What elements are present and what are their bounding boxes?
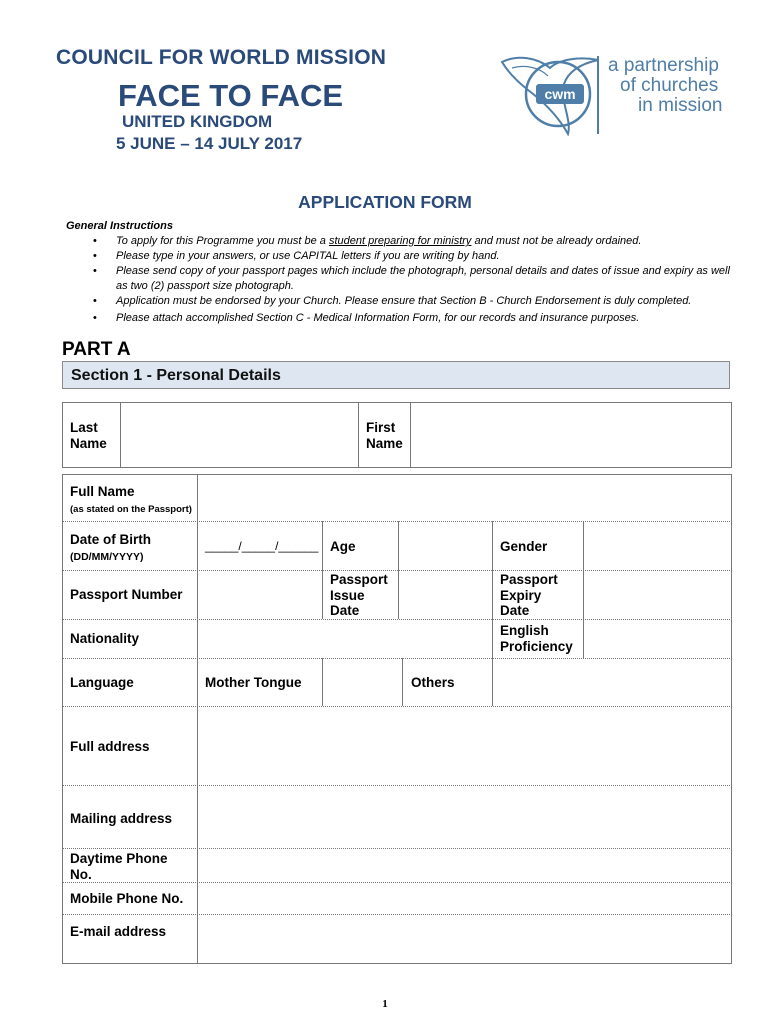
email-field[interactable] — [199, 916, 730, 962]
others-label: Others — [411, 675, 455, 690]
passport-issue-label: Passport Issue Date — [330, 572, 388, 618]
instruction-item: • To apply for this Programme you must be a student preparing for ministry and must not be already ordained. — [93, 235, 642, 247]
language-label: Language — [70, 675, 134, 690]
bullet-icon: • — [93, 265, 97, 277]
full-address-label: Full address — [70, 739, 150, 754]
instruction-item: • Application must be endorsed by your Church. Please ensure that Section B - Church Endorsement is duly completed. — [93, 295, 692, 307]
programme-title: FACE TO FACE — [118, 78, 344, 113]
age-label: Age — [330, 539, 356, 554]
section-title: Section 1 - Personal Details — [71, 367, 281, 384]
country: UNITED KINGDOM — [122, 112, 273, 131]
nationality-field[interactable] — [199, 621, 491, 657]
english-field[interactable] — [585, 621, 730, 657]
mailing-address-label: Mailing address — [70, 811, 173, 826]
passport-issue-field[interactable] — [400, 572, 490, 618]
daytime-phone-field[interactable] — [199, 850, 730, 881]
passport-number-field[interactable] — [199, 572, 321, 618]
daytime-phone-label: Daytime Phone No. — [70, 851, 168, 882]
mobile-phone-label: Mobile Phone No. — [70, 891, 184, 906]
logo-line-3: in mission — [638, 95, 723, 116]
page-number: 1 — [382, 998, 388, 1010]
instruction-item: • Please type in your answers, or use CAPITAL letters if you are writing by hand. — [93, 250, 500, 262]
passport-expiry-label: Passport Expiry Date — [500, 572, 558, 618]
org-name: COUNCIL FOR WORLD MISSION — [56, 46, 387, 69]
gender-label: Gender — [500, 539, 548, 554]
gender-field[interactable] — [585, 523, 730, 569]
cwm-abbr: cwm — [544, 86, 576, 102]
first-name-label: First Name — [366, 420, 403, 451]
part-heading: PART A — [62, 339, 131, 360]
bullet-icon: • — [93, 235, 97, 247]
english-label: English Proficiency — [500, 623, 573, 654]
logo-tagline — [608, 56, 722, 116]
email-label: E-mail address — [70, 924, 167, 939]
mother-tongue-field[interactable] — [324, 660, 401, 705]
mobile-phone-field[interactable] — [199, 884, 730, 913]
programme-dates: 5 JUNE – 14 JULY 2017 — [116, 134, 303, 153]
first-name-field[interactable] — [412, 404, 730, 466]
instructions-list — [86, 234, 736, 326]
logo-line-1: a partnership — [608, 55, 719, 76]
instructions-heading: General Instructions — [66, 220, 173, 232]
nationality-label: Nationality — [70, 631, 140, 646]
passport-number-label: Passport Number — [70, 587, 183, 602]
bullet-icon: • — [93, 312, 97, 324]
logo-line-2: of churches — [620, 75, 719, 96]
age-field[interactable] — [400, 523, 490, 569]
full-address-field[interactable] — [199, 708, 730, 784]
form-title: APPLICATION FORM — [298, 192, 472, 212]
full-name-label: Full Name (as stated on the Passport) — [70, 484, 192, 515]
dob-field[interactable]: _____/_____/______ — [205, 539, 319, 553]
last-name-label: Last Name — [70, 420, 107, 451]
full-name-field[interactable] — [199, 476, 730, 520]
last-name-field[interactable] — [122, 404, 356, 466]
bullet-icon: • — [93, 250, 97, 262]
dob-label: Date of Birth (DD/MM/YYYY) — [70, 532, 151, 563]
bullet-icon: • — [93, 295, 97, 307]
section-header — [62, 361, 730, 389]
instruction-item: • Please send copy of your passport pages which include the photograph, personal details and dates of issue and expiry as well as two (2) passport size photograph. — [93, 265, 730, 292]
instruction-item: • Please attach accomplished Section C - Medical Information Form, for our records and insurance purposes. — [93, 312, 640, 324]
others-field[interactable] — [494, 660, 730, 705]
mailing-address-field[interactable] — [199, 787, 730, 847]
passport-expiry-field[interactable] — [585, 572, 730, 618]
mother-tongue-label: Mother Tongue — [205, 675, 302, 690]
